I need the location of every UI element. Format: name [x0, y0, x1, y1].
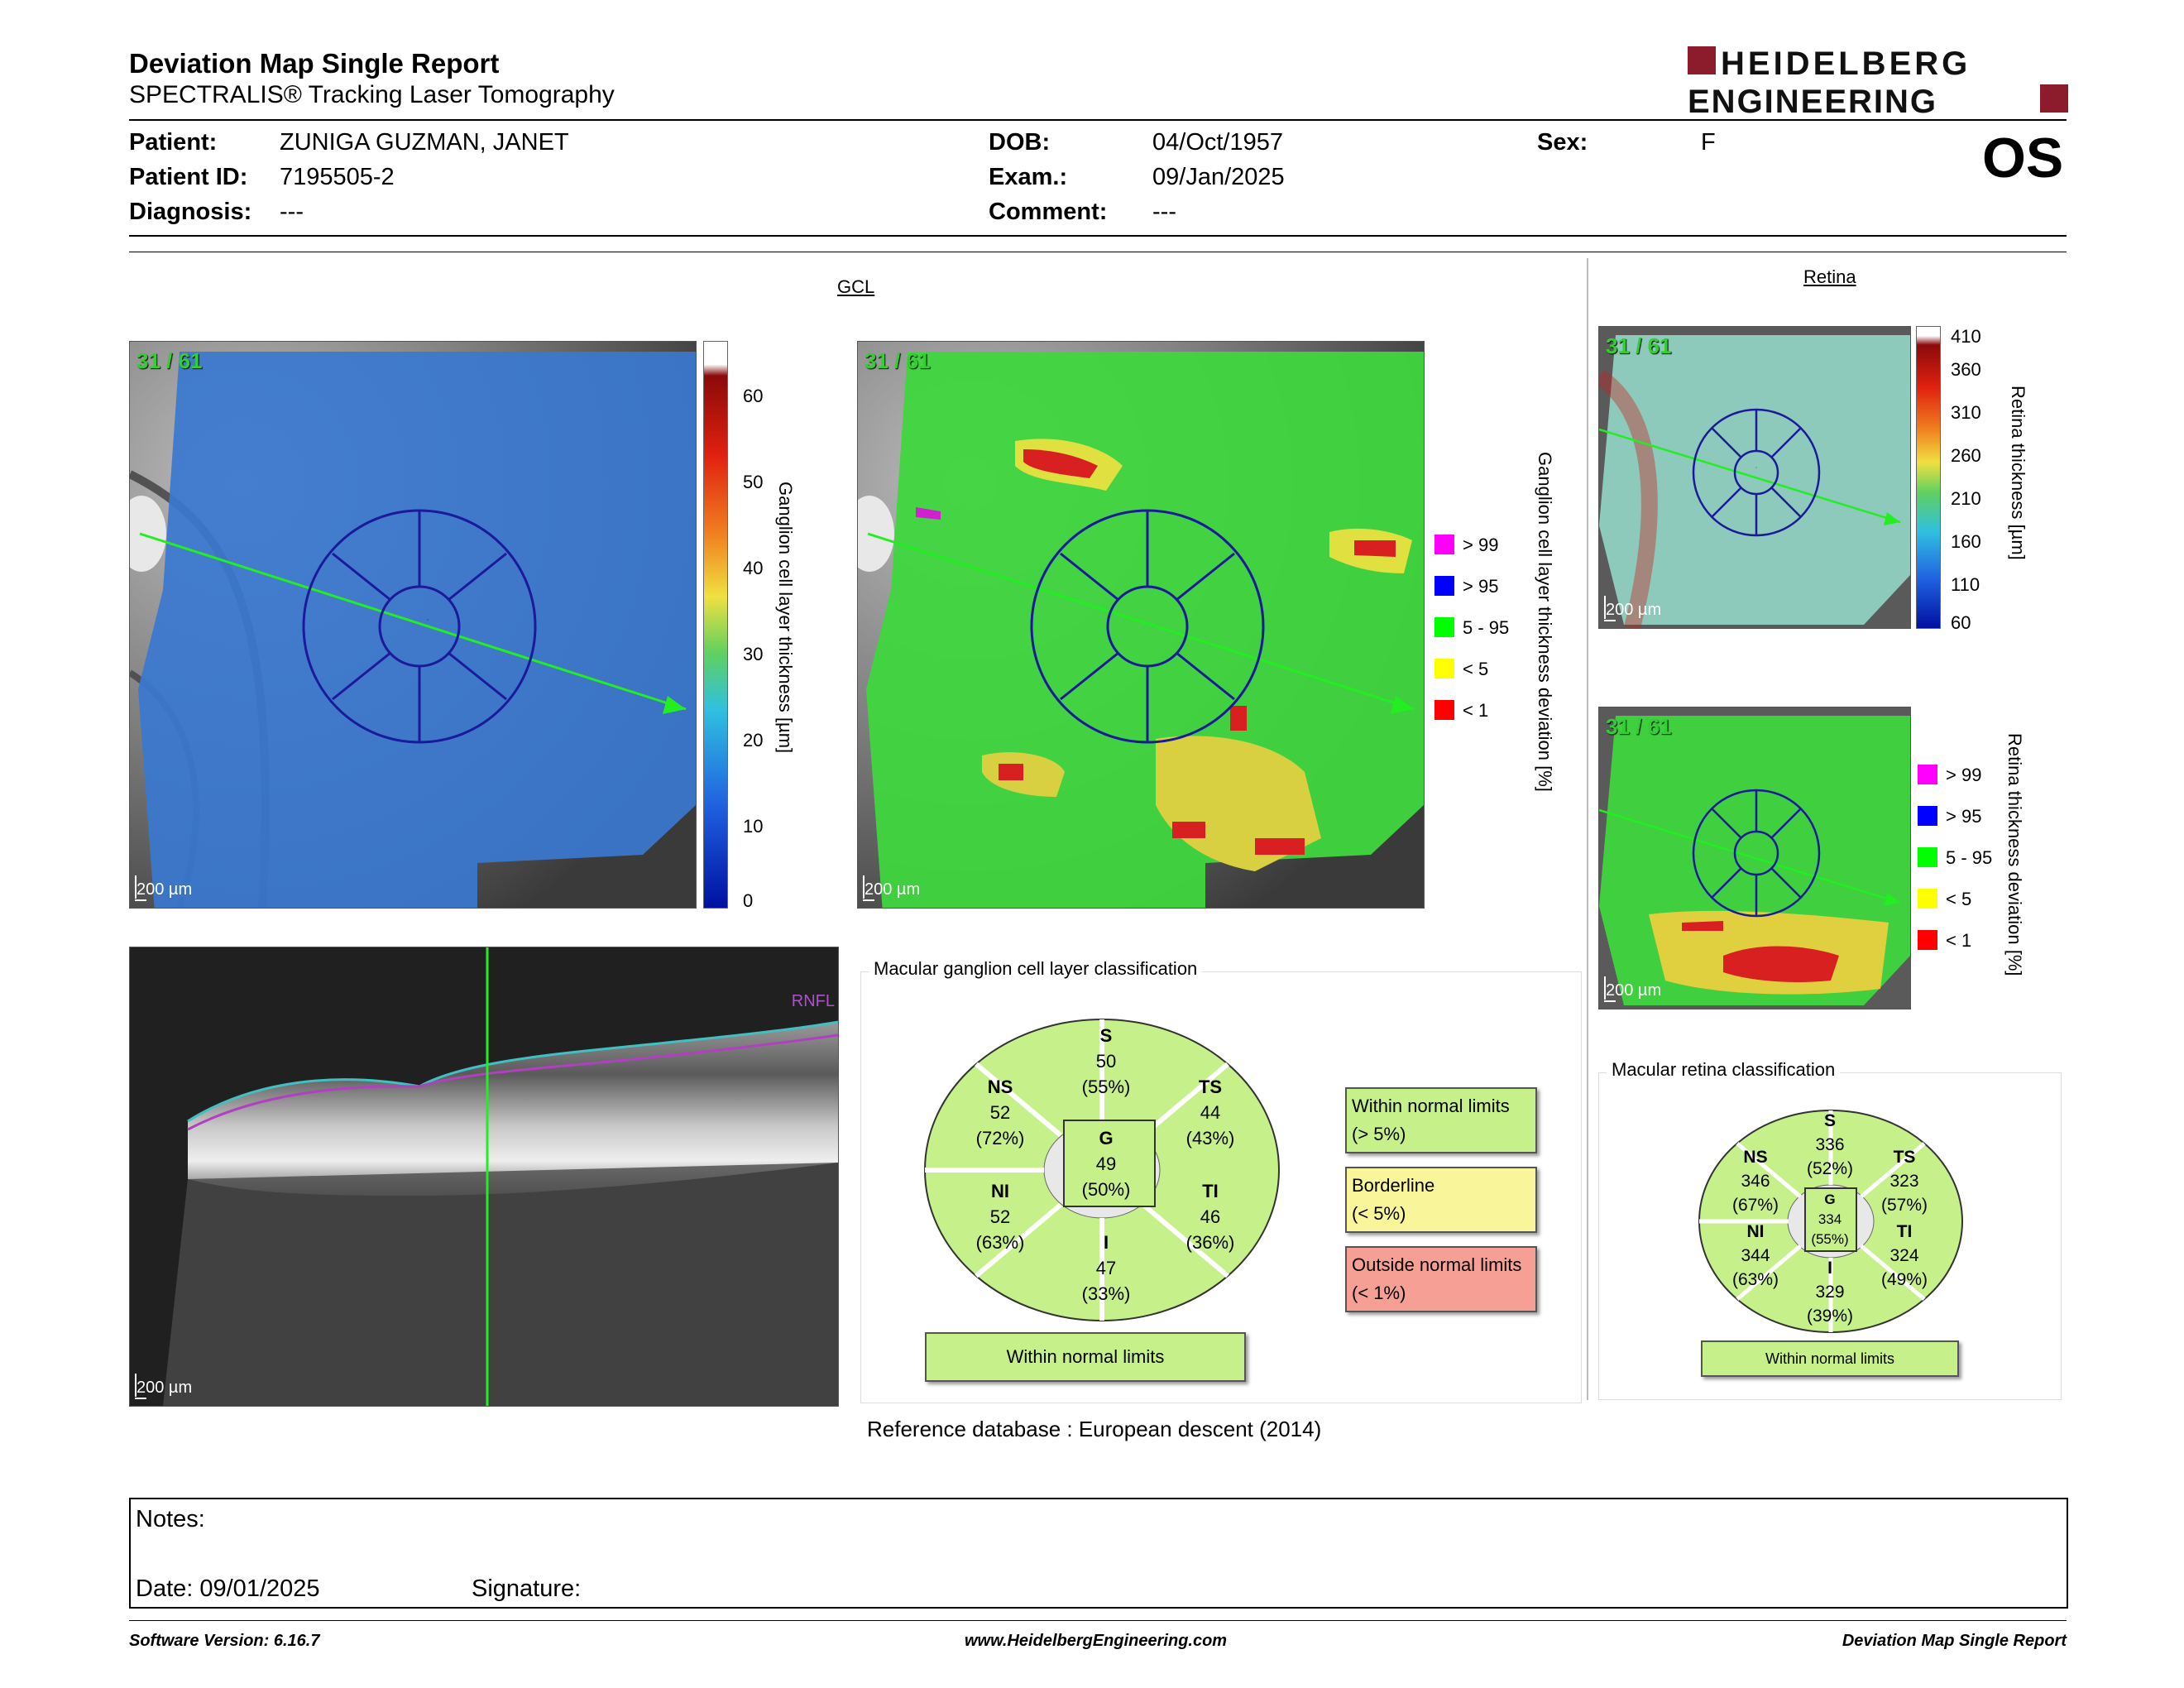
diagnosis-value: --- — [280, 199, 304, 225]
gcl-tick: 50 — [743, 472, 764, 492]
comment-value: --- — [1152, 199, 1176, 225]
legend-swatch — [1434, 535, 1454, 554]
gcl-sector-ns: NS 52 (72%) — [975, 1077, 1025, 1149]
legend-swatch — [1918, 847, 1937, 867]
signature-label: Signature: — [472, 1575, 582, 1602]
retina-tick: 110 — [1951, 574, 1980, 595]
retina-tick: 160 — [1951, 531, 1981, 552]
retina-tick: 260 — [1951, 445, 1981, 466]
gcl-dev-scan-tag: 31 / 61 — [864, 348, 931, 373]
legend-label: 5 - 95 — [1946, 847, 1993, 868]
gcl-thickness-axis-label: Ganglion cell layer thickness [µm] — [775, 482, 796, 754]
gcl-classification-title: Macular ganglion cell layer classification — [869, 958, 1202, 980]
bscan-scale-bar: 200 µm — [136, 1379, 193, 1397]
legend-label: > 99 — [1946, 765, 1982, 785]
gcl-tick: 60 — [743, 386, 764, 406]
legend-label: < 5 — [1946, 889, 1972, 909]
gcl-tick: 20 — [743, 730, 764, 750]
retina-sector-i: I 329 (39%) — [1806, 1259, 1854, 1326]
gcl-sector-ni: NI 52 (63%) — [975, 1181, 1025, 1253]
legend-borderline: Borderline (< 5%) — [1345, 1167, 1537, 1233]
gcl-sector-g: G 49 (50%) — [1081, 1128, 1131, 1200]
retina-deviation-map — [1598, 707, 1911, 1009]
gcl-tick: 30 — [743, 644, 764, 664]
retina-scale-bar: 200 µm — [1606, 601, 1662, 619]
retina-classification-title: Macular retina classification — [1607, 1059, 1840, 1081]
legend-swatch — [1434, 576, 1454, 596]
retina-thickness-map — [1598, 326, 1911, 629]
patient-name: ZUNIGA GUZMAN, JANET — [280, 129, 569, 156]
gcl-sector-ti: TI 46 (36%) — [1185, 1181, 1235, 1253]
rnfl-layer-tag: RNFL — [791, 992, 835, 1010]
retina-tick: 210 — [1951, 488, 1981, 509]
retina-thickness-axis-label: Retina thickness [µm] — [2008, 386, 2028, 560]
logo-text-1: HEIDELBERG — [1721, 46, 1971, 82]
gcl-tick: 0 — [743, 890, 754, 911]
eye-indicator: OS — [1982, 127, 2064, 189]
sex-label: Sex: — [1537, 129, 1588, 156]
retina-sector-ns: NS 346 (67%) — [1731, 1148, 1779, 1215]
dob-label: DOB: — [989, 129, 1051, 156]
gcl-tick: 40 — [743, 558, 764, 578]
comment-label: Comment: — [989, 199, 1108, 225]
retina-classification-result: Within normal limits — [1701, 1340, 1959, 1377]
report-title: Deviation Map Single Report — [129, 48, 500, 79]
retina-tick: 310 — [1951, 402, 1981, 423]
software-version: Software Version: 6.16.7 — [129, 1632, 320, 1650]
heidelberg-logo — [1688, 43, 2068, 117]
gcl-dev-scale-bar: 200 µm — [864, 880, 921, 899]
gcl-thickness-map — [129, 341, 697, 909]
gcl-thickness-colorbar — [703, 341, 728, 909]
gcl-deviation-map — [857, 341, 1425, 909]
patient-id: 7195505-2 — [280, 164, 395, 190]
website-link[interactable]: www.HeidelbergEngineering.com — [965, 1632, 1228, 1650]
patient-id-label: Patient ID: — [129, 164, 248, 190]
retina-section-title: Retina — [1803, 266, 1856, 287]
report-name: Deviation Map Single Report — [1842, 1632, 2067, 1650]
legend-within-normal: Within normal limits (> 5%) — [1345, 1087, 1537, 1153]
gcl-scale-bar: 200 µm — [136, 880, 193, 899]
date-label: Date: 09/01/2025 — [136, 1575, 320, 1602]
gcl-sector-i: I 47 (33%) — [1081, 1232, 1131, 1304]
exam-label: Exam.: — [989, 164, 1068, 190]
exam-value: 09/Jan/2025 — [1152, 164, 1285, 190]
dob-value: 04/Oct/1957 — [1152, 129, 1283, 156]
notes-box[interactable] — [129, 1498, 2068, 1609]
retina-dev-scan-tag: 31 / 61 — [1606, 714, 1672, 739]
diagnosis-label: Diagnosis: — [129, 199, 252, 225]
legend-label: > 99 — [1463, 535, 1499, 555]
retina-sector-ts: TS 323 (57%) — [1880, 1148, 1928, 1215]
legend-swatch — [1434, 659, 1454, 679]
legend-label: < 1 — [1463, 700, 1489, 721]
reference-database: Reference database : European descent (2014) — [867, 1417, 1322, 1441]
legend-label: < 1 — [1946, 930, 1972, 951]
notes-label: Notes: — [136, 1506, 205, 1532]
legend-label: > 95 — [1946, 806, 1982, 827]
oct-bscan — [129, 947, 839, 1407]
retina-sector-g: G 334 (55%) — [1811, 1192, 1849, 1247]
gcl-sector-ts: TS 44 (43%) — [1185, 1077, 1235, 1149]
retina-deviation-axis-label: Retina thickness deviation [%] — [2004, 733, 2025, 976]
legend-label: 5 - 95 — [1463, 617, 1510, 638]
gcl-scan-tag: 31 / 61 — [136, 348, 203, 373]
retina-tick: 410 — [1951, 326, 1981, 347]
legend-label: < 5 — [1463, 659, 1489, 679]
legend-swatch — [1434, 700, 1454, 720]
gcl-tick: 10 — [743, 816, 764, 837]
legend-swatch — [1918, 765, 1937, 784]
retina-tick: 360 — [1951, 359, 1981, 380]
gcl-classification-result: Within normal limits — [925, 1332, 1246, 1382]
retina-thickness-colorbar — [1916, 326, 1941, 629]
gcl-deviation-axis-label: Ganglion cell layer thickness deviation [%] — [1535, 452, 1555, 792]
legend-swatch — [1918, 930, 1937, 950]
retina-sector-ni: NI 344 (63%) — [1731, 1222, 1779, 1289]
gcl-sector-s: S 50 (55%) — [1081, 1025, 1131, 1097]
retina-sector-ti: TI 324 (49%) — [1880, 1222, 1928, 1289]
logo-text-2: ENGINEERING — [1688, 84, 1938, 117]
legend-outside-normal: Outside normal limits (< 1%) — [1345, 1246, 1537, 1312]
retina-dev-scale-bar: 200 µm — [1606, 981, 1662, 1000]
retina-tick: 60 — [1951, 612, 1971, 633]
patient-label: Patient: — [129, 129, 218, 156]
legend-swatch — [1434, 617, 1454, 637]
legend-swatch — [1918, 806, 1937, 826]
legend-label: > 95 — [1463, 576, 1499, 597]
retina-scan-tag: 31 / 61 — [1606, 333, 1672, 358]
sex-value: F — [1701, 129, 1716, 156]
retina-sector-s: S 336 (52%) — [1806, 1111, 1854, 1178]
report-subtitle: SPECTRALIS® Tracking Laser Tomography — [129, 81, 615, 108]
gcl-section-title: GCL — [837, 276, 875, 297]
legend-swatch — [1918, 889, 1937, 909]
